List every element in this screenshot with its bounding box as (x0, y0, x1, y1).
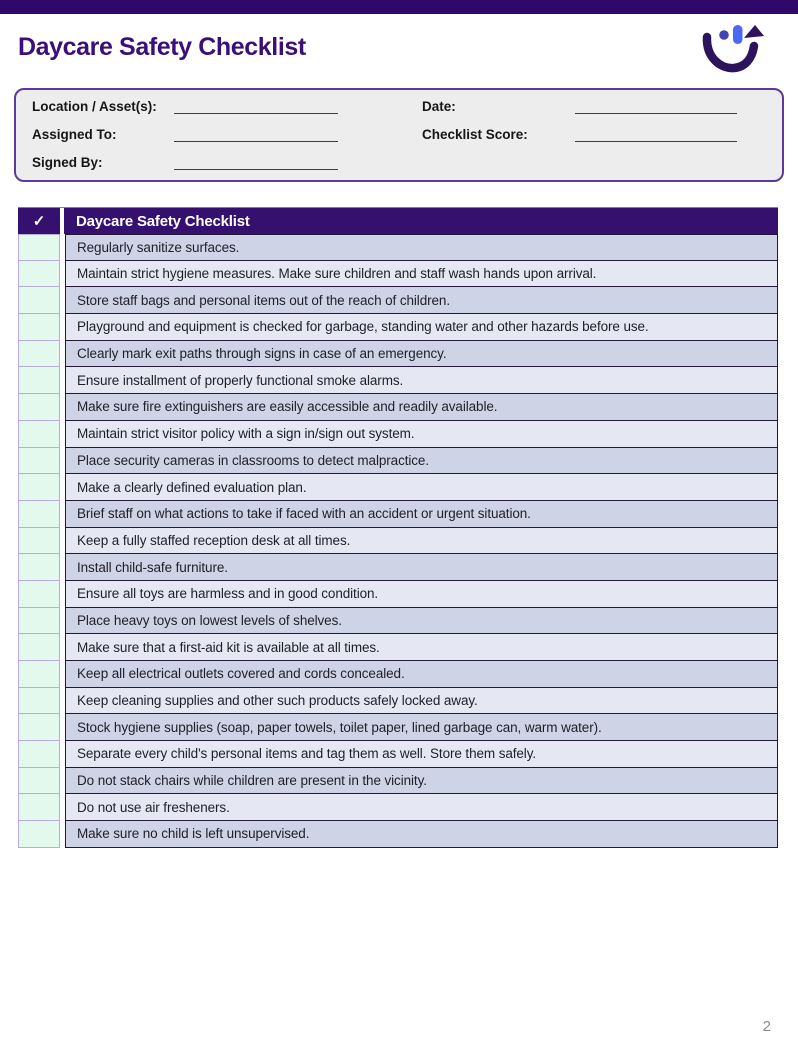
assigned-to-line[interactable] (174, 141, 338, 142)
checklist-item-text: Make sure that a first-aid kit is available at all times. (65, 634, 778, 661)
table-row (18, 581, 778, 608)
checkbox-cell[interactable] (18, 501, 60, 528)
checkbox-cell[interactable] (18, 821, 60, 848)
checklist-item-text: Place security cameras in classrooms to detect malpractice. (65, 448, 778, 475)
checkbox-cell[interactable] (18, 741, 60, 768)
table-row (18, 474, 778, 501)
checklist-item-text: Keep cleaning supplies and other such products safely locked away. (65, 688, 778, 715)
location-asset-line[interactable] (174, 113, 338, 114)
checkbox-cell[interactable] (18, 661, 60, 688)
date-label: Date: (422, 99, 456, 114)
checkbox-cell[interactable] (18, 421, 60, 448)
table-row (18, 501, 778, 528)
table-row (18, 528, 778, 555)
table-row (18, 367, 778, 394)
table-row (18, 768, 778, 795)
top-accent-bar (0, 0, 798, 14)
table-row (18, 794, 778, 821)
checklist-item-text: Playground and equipment is checked for garbage, standing water and other hazards before use. (65, 314, 778, 341)
table-row (18, 421, 778, 448)
table-row (18, 234, 778, 261)
checkbox-cell[interactable] (18, 234, 60, 261)
checkbox-cell[interactable] (18, 474, 60, 501)
table-row (18, 634, 778, 661)
table-row (18, 741, 778, 768)
checklist-item-text: Regularly sanitize surfaces. (65, 234, 778, 261)
checkbox-cell[interactable] (18, 768, 60, 795)
date-line[interactable] (575, 113, 737, 114)
checklist-score-label: Checklist Score: (422, 127, 528, 142)
checklist-item-text: Separate every child's personal items and tag them as well. Store them safely. (65, 741, 778, 768)
checklist-item-text: Place heavy toys on lowest levels of shelves. (65, 608, 778, 635)
checklist-item-text: Make sure fire extinguishers are easily accessible and readily available. (65, 394, 778, 421)
table-row (18, 608, 778, 635)
checklist-item-text: Do not use air fresheners. (65, 794, 778, 821)
checkbox-cell[interactable] (18, 394, 60, 421)
checklist-item-text: Ensure installment of properly functional smoke alarms. (65, 367, 778, 394)
table-row (18, 287, 778, 314)
checklist-item-text: Keep all electrical outlets covered and cords concealed. (65, 661, 778, 688)
checkbox-cell[interactable] (18, 714, 60, 741)
checklist-item-text: Do not stack chairs while children are present in the vicinity. (65, 768, 778, 795)
checkbox-cell[interactable] (18, 287, 60, 314)
checklist-item-text: Brief staff on what actions to take if faced with an accident or urgent situation. (65, 501, 778, 528)
signed-by-line[interactable] (174, 169, 338, 170)
checkbox-cell[interactable] (18, 581, 60, 608)
checklist-item-text: Ensure all toys are harmless and in good condition. (65, 581, 778, 608)
checkbox-cell[interactable] (18, 794, 60, 821)
table-row (18, 554, 778, 581)
checklist-item-text: Maintain strict hygiene measures. Make sure children and staff wash hands upon arrival. (65, 261, 778, 288)
signed-by-label: Signed By: (32, 155, 103, 170)
checklist-item-text: Install child-safe furniture. (65, 554, 778, 581)
table-row (18, 394, 778, 421)
checkbox-cell[interactable] (18, 314, 60, 341)
table-row (18, 341, 778, 368)
assigned-to-label: Assigned To: (32, 127, 117, 142)
page-title: Daycare Safety Checklist (18, 33, 306, 61)
checkbox-cell[interactable] (18, 554, 60, 581)
check-column-header (18, 208, 60, 234)
table-header-title: Daycare Safety Checklist (64, 208, 778, 234)
checklist-table (18, 207, 778, 848)
table-row (18, 448, 778, 475)
metadata-form (14, 88, 784, 182)
page-number: 2 (762, 1018, 771, 1035)
checklist-item-text: Maintain strict visitor policy with a sign in/sign out system. (65, 421, 778, 448)
checkbox-cell[interactable] (18, 528, 60, 555)
table-row (18, 821, 778, 848)
table-row (18, 661, 778, 688)
checklist-item-text: Stock hygiene supplies (soap, paper towels, toilet paper, lined garbage can, warm water). (65, 714, 778, 741)
checkbox-cell[interactable] (18, 688, 60, 715)
table-row (18, 314, 778, 341)
checkmark-icon: ✓ (32, 213, 46, 230)
checkbox-cell[interactable] (18, 634, 60, 661)
checklist-item-text: Clearly mark exit paths through signs in case of an emergency. (65, 341, 778, 368)
brand-smile-arrow-logo-icon (700, 24, 764, 76)
table-row (18, 714, 778, 741)
checkbox-cell[interactable] (18, 261, 60, 288)
checkbox-cell[interactable] (18, 608, 60, 635)
location-asset-label: Location / Asset(s): (32, 99, 157, 114)
checklist-item-text: Store staff bags and personal items out of the reach of children. (65, 287, 778, 314)
table-row (18, 688, 778, 715)
checklist-item-text: Keep a fully staffed reception desk at all times. (65, 528, 778, 555)
checklist-score-line[interactable] (575, 141, 737, 142)
table-row (18, 261, 778, 288)
checklist-item-text: Make sure no child is left unsupervised. (65, 821, 778, 848)
checkbox-cell[interactable] (18, 341, 60, 368)
checklist-item-text: Make a clearly defined evaluation plan. (65, 474, 778, 501)
checklist-rows (18, 234, 778, 848)
checkbox-cell[interactable] (18, 448, 60, 475)
document-header (18, 26, 780, 76)
checkbox-cell[interactable] (18, 367, 60, 394)
table-header (18, 207, 778, 234)
